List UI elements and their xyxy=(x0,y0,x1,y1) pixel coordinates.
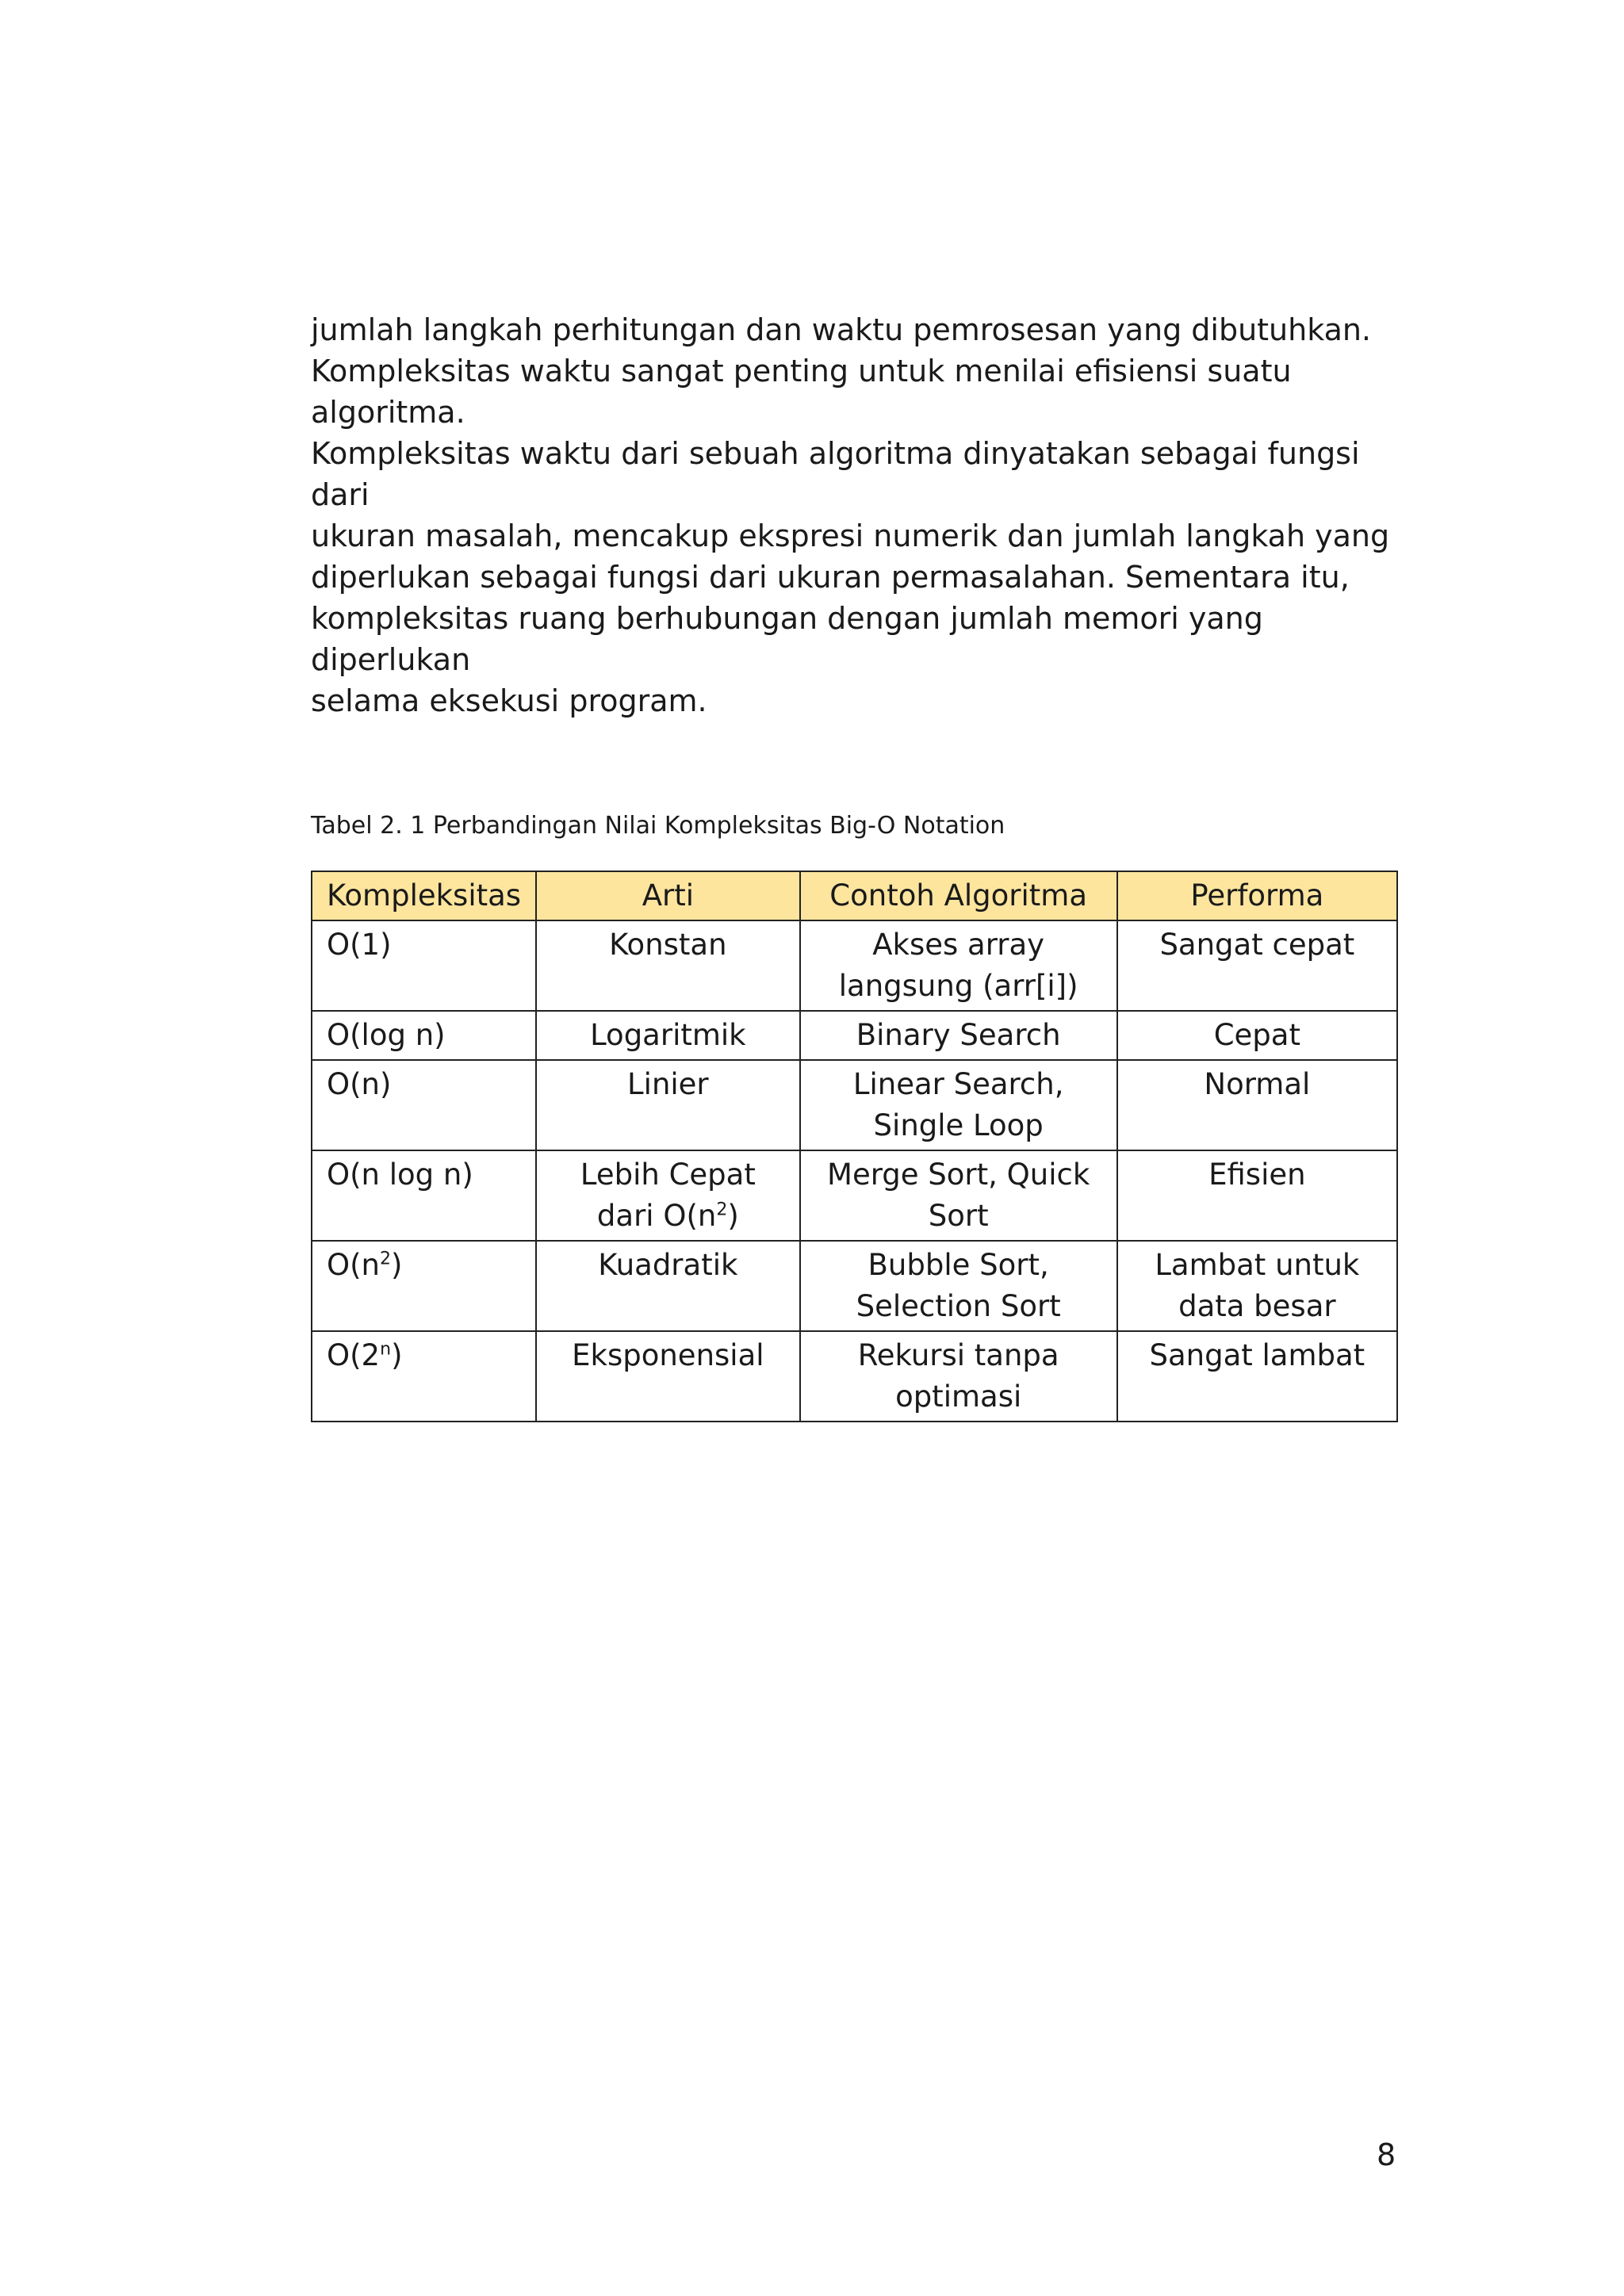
meaning-text-tail: ) xyxy=(727,1199,739,1233)
header-cell-example: Contoh Algoritma xyxy=(800,871,1117,920)
meaning-cell: Logaritmik xyxy=(536,1011,800,1060)
performance-cell: Cepat xyxy=(1117,1011,1397,1060)
paragraph-line: diperlukan sebagai fungsi dari ukuran permasalahan. Sementara itu, xyxy=(311,560,1350,595)
complexity-cell: O(n log n) xyxy=(312,1150,536,1241)
header-cell-performance: Performa xyxy=(1117,871,1397,920)
performance-cell: Lambat untuk data besar xyxy=(1117,1241,1397,1331)
body-paragraph xyxy=(311,309,1405,721)
superscript: n xyxy=(380,1339,392,1360)
paragraph-line: kompleksitas ruang berhubungan dengan jumlah memori yang diperlukan xyxy=(311,601,1263,677)
complexity-cell: O(1) xyxy=(312,920,536,1011)
paragraph-line: jumlah langkah perhitungan dan waktu pemrosesan yang dibutuhkan. xyxy=(311,312,1372,347)
table-caption: Tabel 2. 1 Perbandingan Nilai Kompleksitas Big-O Notation xyxy=(311,812,1005,840)
table-header-row xyxy=(312,871,1397,920)
meaning-cell xyxy=(536,1150,800,1241)
meaning-cell: Eksponensial xyxy=(536,1331,800,1422)
paragraph-line: selama eksekusi program. xyxy=(311,683,707,718)
performance-cell: Sangat lambat xyxy=(1117,1331,1397,1422)
meaning-cell: Kuadratik xyxy=(536,1241,800,1331)
table-row xyxy=(312,920,1397,1011)
complexity-cell: O(log n) xyxy=(312,1011,536,1060)
paragraph-line: ukuran masalah, mencakup ekspresi numerik dan jumlah langkah yang xyxy=(311,519,1390,553)
paragraph-line: Kompleksitas waktu dari sebuah algoritma dinyatakan sebagai fungsi dari xyxy=(311,436,1360,512)
performance-cell: Normal xyxy=(1117,1060,1397,1150)
meaning-text: Lebih Cepat dari O(n xyxy=(580,1158,756,1233)
complexity-cell xyxy=(312,1331,536,1422)
complexity-text: O(n xyxy=(327,1248,381,1282)
table-row xyxy=(312,1331,1397,1422)
table-row xyxy=(312,1150,1397,1241)
example-cell: Binary Search xyxy=(800,1011,1117,1060)
superscript: 2 xyxy=(380,1249,392,1269)
header-cell-complexity: Kompleksitas xyxy=(312,871,536,920)
complexity-text-tail: ) xyxy=(391,1338,403,1372)
table-row xyxy=(312,1241,1397,1331)
complexity-text: O(2 xyxy=(327,1338,381,1372)
complexity-cell: O(n) xyxy=(312,1060,536,1150)
complexity-text-tail: ) xyxy=(391,1248,403,1282)
example-cell: Linear Search, Single Loop xyxy=(800,1060,1117,1150)
table-row xyxy=(312,1060,1397,1150)
page-number: 8 xyxy=(1377,2137,1396,2172)
example-cell: Merge Sort, Quick Sort xyxy=(800,1150,1117,1241)
paragraph-line: Kompleksitas waktu sangat penting untuk menilai efisiensi suatu algoritma. xyxy=(311,354,1292,430)
superscript: 2 xyxy=(716,1200,728,1220)
big-o-comparison-table xyxy=(311,871,1398,1422)
table-row xyxy=(312,1011,1397,1060)
example-cell: Akses array langsung (arr[i]) xyxy=(800,920,1117,1011)
example-cell: Bubble Sort, Selection Sort xyxy=(800,1241,1117,1331)
complexity-cell xyxy=(312,1241,536,1331)
example-cell: Rekursi tanpa optimasi xyxy=(800,1331,1117,1422)
performance-cell: Sangat cepat xyxy=(1117,920,1397,1011)
performance-cell: Efisien xyxy=(1117,1150,1397,1241)
header-cell-meaning: Arti xyxy=(536,871,800,920)
meaning-cell: Konstan xyxy=(536,920,800,1011)
meaning-cell: Linier xyxy=(536,1060,800,1150)
